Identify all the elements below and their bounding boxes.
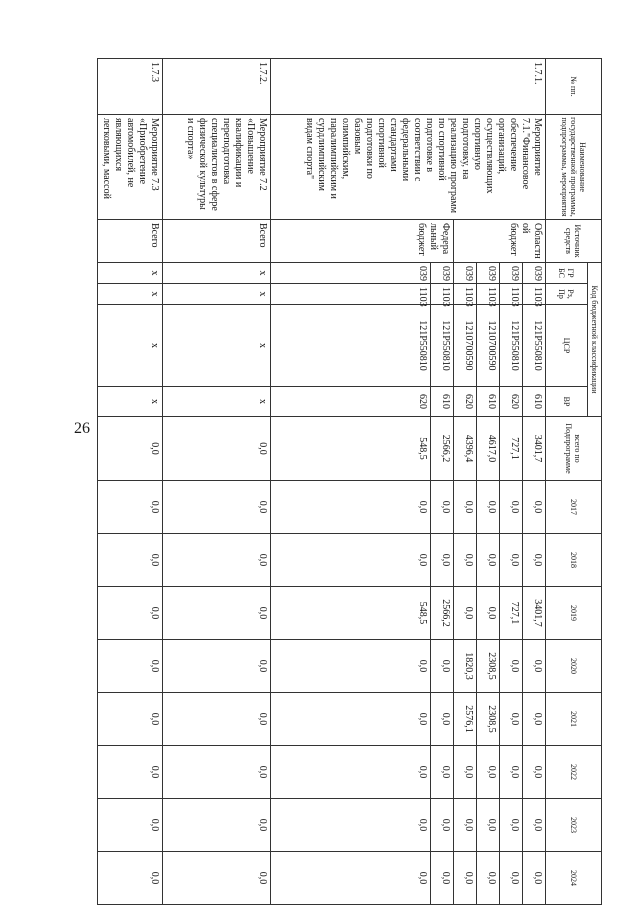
cell-vr: 610 xyxy=(431,387,454,417)
budget-table xyxy=(97,58,602,905)
cell-value: 0,0 xyxy=(271,799,431,852)
cell-value: 0,0 xyxy=(431,746,454,799)
cell-value: 0,0 xyxy=(454,799,477,852)
cell-value: 0,0 xyxy=(98,481,163,534)
table-row xyxy=(523,59,546,905)
cell-value: 0,0 xyxy=(500,481,523,534)
header-rzpr: Рз, Пр xyxy=(546,284,588,305)
cell-value: 0,0 xyxy=(500,693,523,746)
cell-value: 0,0 xyxy=(431,481,454,534)
cell-grbs: 039 xyxy=(523,263,546,284)
cell-total: 3401,7 xyxy=(523,417,546,481)
cell-value: 3401,7 xyxy=(523,587,546,640)
cell-grbs: 039 xyxy=(454,263,477,284)
cell-value: 2566,2 xyxy=(431,587,454,640)
cell-csr: 121P550810 xyxy=(500,305,523,387)
cell-value: 0,0 xyxy=(163,693,271,746)
header-code-group: Код бюджетной классификации xyxy=(588,263,602,417)
cell-grbs: 039 xyxy=(477,263,500,284)
cell-csr: х xyxy=(163,305,271,387)
cell-value: 0,0 xyxy=(523,481,546,534)
budget-table-container xyxy=(101,58,602,904)
cell-vr: х xyxy=(163,387,271,417)
cell-value: 0,0 xyxy=(523,534,546,587)
cell-total: 4396,4 xyxy=(454,417,477,481)
table-row xyxy=(163,59,271,905)
row-num: 1.7.1. xyxy=(271,59,546,115)
cell-value: 0,0 xyxy=(271,534,431,587)
cell-vr: 620 xyxy=(500,387,523,417)
cell-grbs: х xyxy=(98,263,163,284)
cell-value: 0,0 xyxy=(523,640,546,693)
cell-value: 0,0 xyxy=(271,852,431,905)
cell-grbs: 039 xyxy=(500,263,523,284)
cell-value: 548,5 xyxy=(271,587,431,640)
cell-value: 0,0 xyxy=(454,587,477,640)
cell-csr: 121P550810 xyxy=(271,305,431,387)
page-number: 26 xyxy=(74,420,90,437)
row-num: 1.7.3 xyxy=(98,59,163,115)
cell-value: 0,0 xyxy=(271,481,431,534)
header-year: 2023 xyxy=(546,799,602,852)
measure-name: Мероприятие 7.2 «Повышение квалификации и переподготовка специалистов в сфере физической культуры и спорта» xyxy=(163,115,271,220)
cell-csr: 1210700590 xyxy=(454,305,477,387)
cell-value: 0,0 xyxy=(523,852,546,905)
cell-value: 2308,5 xyxy=(477,693,500,746)
cell-value: 0,0 xyxy=(477,852,500,905)
header-source: Источник средств xyxy=(546,220,602,263)
cell-value: 0,0 xyxy=(163,852,271,905)
cell-total: 2566,2 xyxy=(431,417,454,481)
cell-value: 0,0 xyxy=(271,746,431,799)
cell-total: 0,0 xyxy=(163,417,271,481)
cell-value: 0,0 xyxy=(98,693,163,746)
source-cell: Всего xyxy=(98,220,163,263)
measure-name: Мероприятие 7.1."Финансовое обеспечение организаций, осуществляющих спортивную подготовку, на реализацию программ по спортивной подготовке в соответствии с федеральными стандартами спортивной подготовки по базовым олимпийским, паралимпийским и сурдлимпийским видам спорта" xyxy=(271,115,546,220)
cell-value: 0,0 xyxy=(271,640,431,693)
header-year: 2018 xyxy=(546,534,602,587)
header-csr: ЦСР xyxy=(546,305,588,387)
cell-value: 0,0 xyxy=(477,587,500,640)
cell-value: 0,0 xyxy=(500,534,523,587)
cell-value: 0,0 xyxy=(163,534,271,587)
cell-value: 0,0 xyxy=(500,799,523,852)
cell-value: 0,0 xyxy=(523,693,546,746)
header-total: всего по Подпрограмме xyxy=(546,417,602,481)
cell-csr: 121P550810 xyxy=(523,305,546,387)
cell-csr: 1210700590 xyxy=(477,305,500,387)
cell-value: 0,0 xyxy=(477,799,500,852)
cell-value: 0,0 xyxy=(163,587,271,640)
cell-value: 0,0 xyxy=(454,534,477,587)
source-cell: Федеральный бюджет xyxy=(271,220,454,263)
cell-value: 0,0 xyxy=(98,534,163,587)
cell-rzpr: 1103 xyxy=(500,284,523,305)
cell-rzpr: 1103 xyxy=(431,284,454,305)
cell-value: 0,0 xyxy=(431,693,454,746)
cell-value: 0,0 xyxy=(523,746,546,799)
cell-value: 0,0 xyxy=(163,799,271,852)
cell-value: 0,0 xyxy=(454,746,477,799)
cell-value: 0,0 xyxy=(98,852,163,905)
header-year: 2019 xyxy=(546,587,602,640)
header-year: 2024 xyxy=(546,852,602,905)
header-row xyxy=(588,59,602,905)
header-num: № пп. xyxy=(546,59,602,115)
cell-rzpr: 1103 xyxy=(271,284,431,305)
header-year: 2017 xyxy=(546,481,602,534)
cell-value: 0,0 xyxy=(454,852,477,905)
cell-value: 2576,1 xyxy=(454,693,477,746)
cell-value: 0,0 xyxy=(477,746,500,799)
cell-vr: 610 xyxy=(523,387,546,417)
cell-rzpr: 1103 xyxy=(454,284,477,305)
header-year: 2021 xyxy=(546,693,602,746)
row-num: 1.7.2. xyxy=(163,59,271,115)
cell-value: 0,0 xyxy=(163,746,271,799)
cell-vr: 620 xyxy=(454,387,477,417)
cell-value: 0,0 xyxy=(163,481,271,534)
cell-value: 1820,3 xyxy=(454,640,477,693)
cell-value: 0,0 xyxy=(98,640,163,693)
cell-value: 0,0 xyxy=(500,852,523,905)
cell-value: 0,0 xyxy=(500,640,523,693)
header-grbs: ГР БС xyxy=(546,263,588,284)
cell-rzpr: 1103 xyxy=(523,284,546,305)
cell-vr: 610 xyxy=(477,387,500,417)
cell-value: 0,0 xyxy=(98,587,163,640)
cell-value: 0,0 xyxy=(523,799,546,852)
cell-rzpr: х xyxy=(163,284,271,305)
cell-value: 0,0 xyxy=(271,693,431,746)
cell-csr: х xyxy=(98,305,163,387)
cell-vr: х xyxy=(98,387,163,417)
cell-value: 0,0 xyxy=(477,481,500,534)
cell-value: 0,0 xyxy=(431,799,454,852)
cell-value: 0,0 xyxy=(431,534,454,587)
cell-value: 0,0 xyxy=(163,640,271,693)
cell-value: 0,0 xyxy=(431,852,454,905)
cell-grbs: 039 xyxy=(271,263,431,284)
cell-value: 0,0 xyxy=(477,534,500,587)
cell-total: 0,0 xyxy=(98,417,163,481)
header-year: 2022 xyxy=(546,746,602,799)
cell-grbs: 039 xyxy=(431,263,454,284)
header-name: Наименование государственной программы, подпрограммы, мероприятия xyxy=(546,115,602,220)
source-cell: Областной бюджет xyxy=(454,220,546,263)
cell-total: 548,5 xyxy=(271,417,431,481)
cell-total: 4617,0 xyxy=(477,417,500,481)
cell-value: 0,0 xyxy=(98,746,163,799)
cell-value: 727,1 xyxy=(500,587,523,640)
cell-value: 0,0 xyxy=(454,481,477,534)
cell-value: 0,0 xyxy=(500,746,523,799)
cell-grbs: х xyxy=(163,263,271,284)
cell-value: 2308,5 xyxy=(477,640,500,693)
cell-rzpr: х xyxy=(98,284,163,305)
table-row xyxy=(98,59,163,905)
cell-value: 0,0 xyxy=(98,799,163,852)
cell-vr: 620 xyxy=(271,387,431,417)
header-vr: ВР xyxy=(546,387,588,417)
source-cell: Всего xyxy=(163,220,271,263)
cell-rzpr: 1103 xyxy=(477,284,500,305)
cell-value: 0,0 xyxy=(431,640,454,693)
cell-total: 727,1 xyxy=(500,417,523,481)
header-year: 2020 xyxy=(546,640,602,693)
measure-name: Мероприятие 7.3 «Приобретение автомобилей, не являющихся легковыми, массой xyxy=(98,115,163,220)
cell-csr: 121P550810 xyxy=(431,305,454,387)
